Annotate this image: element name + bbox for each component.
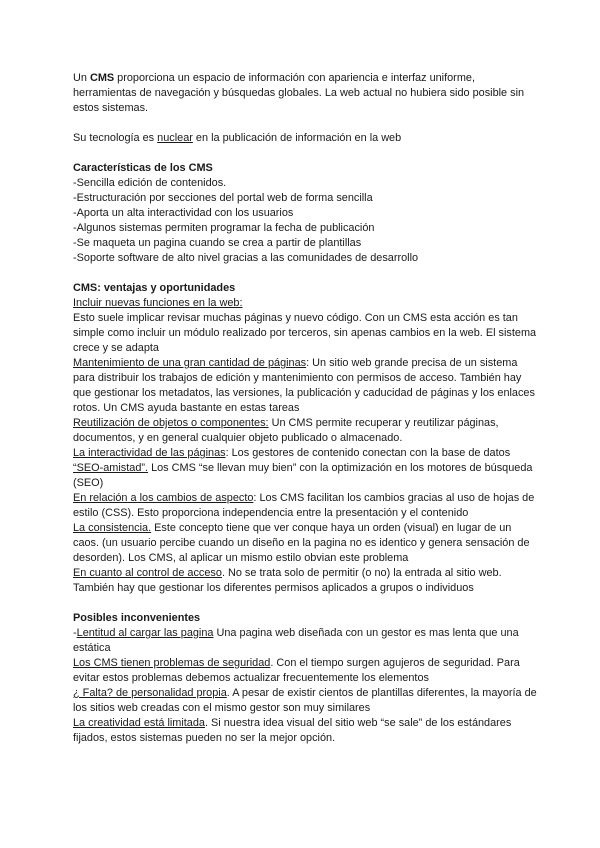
- advantage-item: [73, 296, 540, 356]
- advantage-item: [73, 491, 540, 521]
- advantage-text: : Un sitio web grande precisa de un sistema para distribuir los trabajos de edición y mantenimiento con permisos de acceso. También hay que gestionar los metadatos, las versiones, la publicación y caducidad de páginas y los enlaces rotos. Un CMS ayuda bastante en estas tareas: [73, 357, 535, 414]
- advantage-lead: En cuanto al control de acceso: [73, 567, 222, 579]
- drawback-lead: La creatividad está limitada: [73, 717, 205, 729]
- advantage-text: Este concepto tiene que ver conque haya un orden (visual) en lugar de un caos. (un usuario percibe cuando un diseño en la pagina no es identico y genera sensación de desorden). Los CMS, al aplicar un mismo estilo obvian este problema: [73, 522, 530, 564]
- advantage-item: [73, 356, 540, 416]
- advantage-item: [73, 461, 540, 491]
- advantages-title: CMS: ventajas y oportunidades: [73, 282, 236, 294]
- advantage-text: Esto suele implicar revisar muchas páginas y nuevo código. Con un CMS esta acción es tan simple como incluir un módulo realizado por terceros, sin apenas cambios en la web. El sistema crece y se adapta: [73, 312, 537, 354]
- advantage-lead: “SEO-amistad”.: [73, 462, 149, 474]
- advantage-text: Los CMS “se llevan muy bien” con la optimización en los motores de búsqueda (SEO): [73, 462, 533, 489]
- drawback-item: [73, 626, 540, 656]
- advantage-lead: Mantenimiento de una gran cantidad de páginas: [73, 357, 307, 369]
- advantage-item: [73, 566, 540, 596]
- drawbacks-title: Posibles inconvenientes: [73, 612, 201, 624]
- drawback-item: [73, 656, 540, 686]
- feature-item: -Algunos sistemas permiten programar la fecha de publicación: [73, 222, 375, 234]
- features-section: [73, 161, 540, 266]
- advantage-text: Un CMS permite recuperar y reutilizar páginas, documentos, y en general cualquier objeto publicado o almacenado.: [73, 417, 499, 444]
- advantage-text: : Los gestores de contenido conectan con la base de datos: [225, 447, 511, 459]
- drawback-item: [73, 686, 540, 716]
- drawbacks-section: [73, 611, 540, 746]
- advantage-lead: La consistencia.: [73, 522, 152, 534]
- feature-item: -Se maqueta un pagina cuando se crea a partir de plantillas: [73, 237, 362, 249]
- advantage-text: . No se trata solo de permitir (o no) la entrada al sitio web. También hay que gestionar los diferentes permisos aplicados a grupos o individuos: [73, 567, 502, 594]
- intro-cms-bold: CMS: [89, 72, 115, 84]
- tech-underlined: nuclear: [157, 132, 193, 144]
- feature-item: -Sencilla edición de contenidos.: [73, 177, 227, 189]
- feature-item: -Aporta un alta interactividad con los usuarios: [73, 207, 294, 219]
- feature-item: -Estructuración por secciones del portal web de forma sencilla: [73, 192, 373, 204]
- tech-prefix: Su tecnología es: [73, 132, 158, 144]
- intro-prefix: Un: [73, 72, 90, 84]
- features-title: Características de los CMS: [73, 162, 213, 174]
- drawback-lead: ¿ Falta? de personalidad propia: [73, 687, 227, 699]
- advantage-lead: En relación a los cambios de aspecto: [73, 492, 254, 504]
- intro-paragraph: [73, 71, 540, 116]
- drawback-text: Una pagina web diseñada con un gestor es mas lenta que una estática: [73, 627, 519, 654]
- drawback-item: [73, 716, 540, 746]
- tech-suffix: en la publicación de información en la web: [192, 132, 402, 144]
- advantage-lead: Incluir nuevas funciones en la web:: [73, 297, 243, 309]
- drawback-text: . Si nuestra idea visual del sitio web “se sale” de los estándares fijados, estos sistemas pueden no ser la mejor opción.: [73, 717, 512, 744]
- drawback-text: . A pesar de existir cientos de plantillas diferentes, la mayoría de los sitios web creadas con el mismo gestor son muy similares: [73, 687, 537, 714]
- advantage-item: [73, 521, 540, 566]
- drawback-lead: Los CMS tienen problemas de seguridad: [73, 657, 271, 669]
- intro-text: proporciona un espacio de información con apariencia e interfaz uniforme, herramientas de navegación y búsquedas globales. La web actual no hubiera sido posible sin estos sistemas.: [73, 72, 525, 114]
- feature-item: -Soporte software de alto nivel gracias a las comunidades de desarrollo: [73, 252, 419, 264]
- drawback-lead: Lentitud al cargar las pagina: [76, 627, 214, 639]
- advantage-item: [73, 446, 540, 461]
- advantages-section: [73, 281, 540, 596]
- advantage-lead: Reutilización de objetos o componentes:: [73, 417, 269, 429]
- advantage-text: : Los CMS facilitan los cambios gracias al uso de hojas de estilo (CSS). Esto proporciona independencia entre la presentación y el contenido: [73, 492, 535, 519]
- advantage-item: [73, 416, 540, 446]
- drawback-prefix: -: [73, 627, 77, 639]
- advantage-lead: La interactividad de las páginas: [73, 447, 226, 459]
- tech-paragraph: [73, 131, 540, 146]
- drawback-text: . Con el tiempo surgen agujeros de seguridad. Para evitar estos problemas debemos actualizar frecuentemente los elementos: [73, 657, 520, 684]
